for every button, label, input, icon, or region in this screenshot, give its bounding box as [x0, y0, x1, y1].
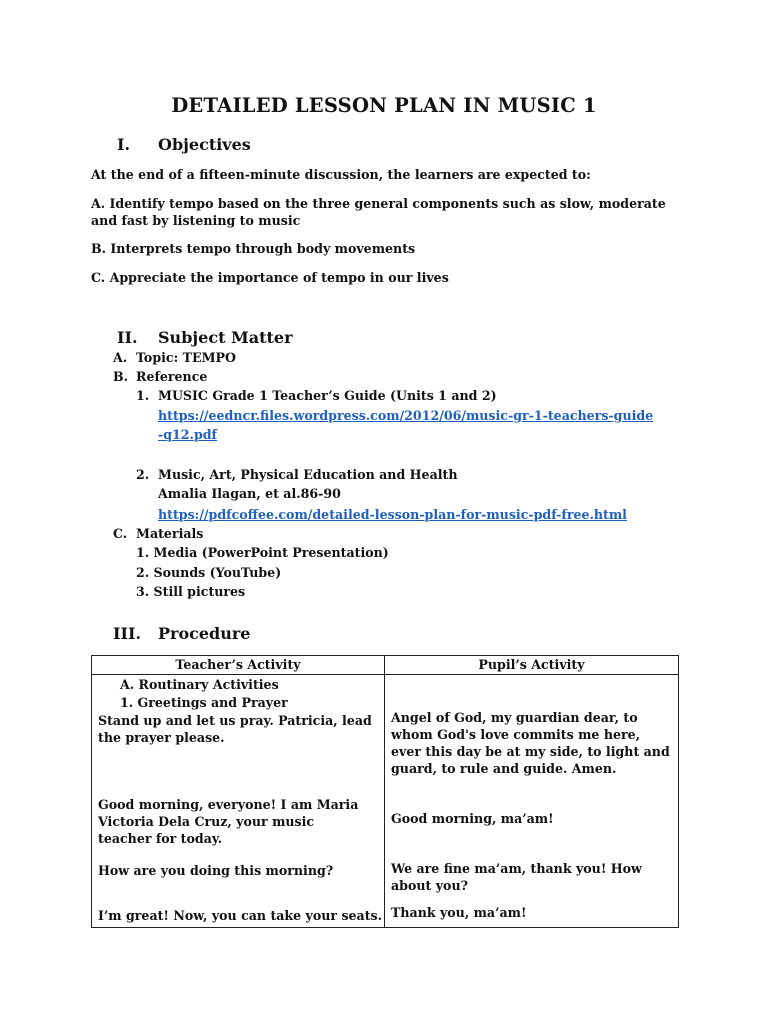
objective-b: B. Interprets tempo through body movements — [91, 241, 416, 256]
procedure-table — [91, 655, 679, 928]
reference-text: Reference — [136, 369, 208, 384]
reference-2-link[interactable]: https://pdfcoffee.com/detailed-lesson-plan-for-music-pdf-free.html — [158, 507, 627, 522]
pupil-line-4: Thank you, ma’am! — [391, 905, 527, 920]
teacher-activity-cell — [92, 675, 385, 928]
topic-text: Topic: TEMPO — [136, 350, 236, 365]
reference-2-text: Music, Art, Physical Education and Health — [158, 467, 458, 482]
pupil-line-1: Angel of God, my guardian dear, to whom God's love commits me here, ever this day be at my side, to light and guard, to rule and guide. Amen. — [391, 710, 670, 776]
reference-1-text: MUSIC Grade 1 Teacher’s Guide (Units 1 and 2) — [158, 388, 497, 403]
reference-label: B. — [113, 369, 129, 384]
table-row — [92, 675, 679, 928]
reference-2-number: 2. — [136, 467, 150, 482]
material-item-3: 3. Still pictures — [136, 584, 246, 599]
document-title: DETAILED LESSON PLAN IN MUSIC 1 — [171, 94, 597, 117]
reference-1-number: 1. — [136, 388, 150, 403]
material-item-1: 1. Media (PowerPoint Presentation) — [136, 545, 389, 560]
subheading-routinary: A. Routinary Activities — [120, 677, 279, 692]
pupil-line-3: We are fine ma’am, thank you! How about you? — [391, 861, 642, 893]
topic-label: A. — [113, 350, 128, 365]
section-3-title: Procedure — [158, 624, 251, 643]
teacher-line-1: Stand up and let us pray. Patricia, lead the prayer please. — [98, 713, 372, 745]
subheading-greetings: 1. Greetings and Prayer — [120, 695, 288, 710]
section-1-number: I. — [117, 135, 131, 154]
pupil-line-2: Good morning, ma’am! — [391, 811, 554, 826]
section-1-title: Objectives — [158, 135, 251, 154]
header-pupil-activity: Pupil’s Activity — [385, 656, 679, 675]
table-header-row — [92, 656, 679, 675]
objective-c: C. Appreciate the importance of tempo in our lives — [91, 270, 449, 285]
header-teacher-activity: Teacher’s Activity — [92, 656, 385, 675]
section-2-title: Subject Matter — [158, 328, 293, 347]
materials-label: C. — [113, 526, 128, 541]
teacher-line-3: How are you doing this morning? — [98, 863, 334, 878]
materials-text: Materials — [136, 526, 204, 541]
reference-2-authors: Amalia Ilagan, et al.86-90 — [158, 486, 341, 501]
teacher-line-4: I’m great! Now, you can take your seats. — [98, 908, 382, 923]
teacher-line-2: Good morning, everyone! I am Maria Victoria Dela Cruz, your music teacher for today. — [98, 797, 359, 846]
objectives-intro: At the end of a fifteen-minute discussion, the learners are expected to: — [91, 167, 591, 182]
reference-1-link[interactable]: https://eedncr.files.wordpress.com/2012/06/music-gr-1-teachers-guide-q12.pdf — [158, 408, 654, 442]
material-item-2: 2. Sounds (YouTube) — [136, 565, 282, 580]
objective-a: A. Identify tempo based on the three general components such as slow, moderate and fast by listening to music — [91, 196, 666, 228]
pupil-activity-cell — [385, 675, 679, 928]
section-2-number: II. — [117, 328, 138, 347]
section-3-number: III. — [113, 624, 142, 643]
